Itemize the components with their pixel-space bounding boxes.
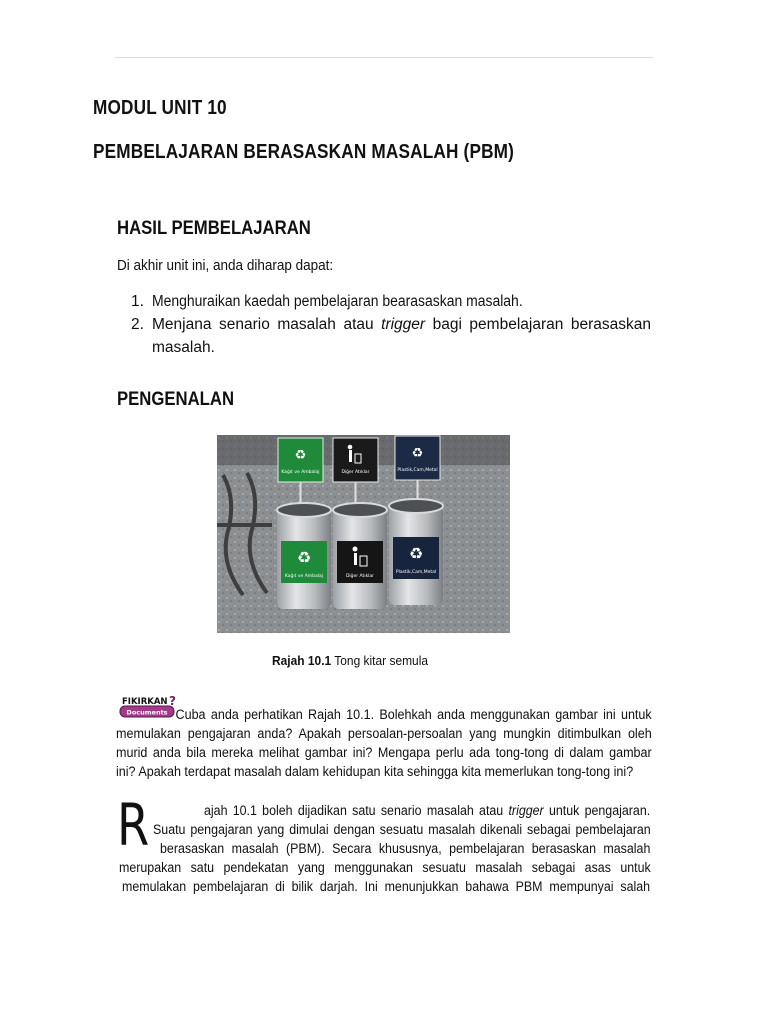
intro-line: Di akhir unit ini, anda diharap dapat: bbox=[117, 257, 334, 274]
svg-text:Kağıt ve Ambalaj: Kağıt ve Ambalaj bbox=[284, 574, 324, 579]
svg-text:Plastik,Cam,Metal: Plastik,Cam,Metal bbox=[395, 570, 437, 575]
drop-cap: R bbox=[117, 791, 150, 859]
svg-text:Diğer Atıklar: Diğer Atıklar bbox=[341, 470, 370, 475]
section-heading-outcomes: HASIL PEMBELAJARAN bbox=[117, 218, 311, 239]
section-heading-intro: PENGENALAN bbox=[117, 389, 235, 410]
bin-navy bbox=[389, 499, 443, 605]
top-rule bbox=[115, 57, 653, 58]
svg-text:♻: ♻ bbox=[294, 448, 307, 463]
module-title: MODUL UNIT 10 bbox=[93, 97, 227, 119]
svg-text:Documents: Documents bbox=[126, 708, 168, 717]
svg-text:♻: ♻ bbox=[296, 548, 312, 567]
bin-black bbox=[333, 503, 387, 609]
list-item: 2. Menjana senario masalah atau trigger bagi pembelajaran berasaskan masalah. bbox=[131, 316, 652, 356]
svg-text:♻: ♻ bbox=[408, 544, 424, 563]
svg-text:?: ? bbox=[169, 694, 176, 708]
figure-caption: Rajah 10.1 Tong kitar semula bbox=[272, 653, 429, 668]
svg-text:Plastik,Cam,Metal: Plastik,Cam,Metal bbox=[397, 468, 438, 473]
list-item: 1. Menghuraikan kaedah pembelajaran bearasaskan masalah. bbox=[131, 293, 523, 310]
svg-text:♻: ♻ bbox=[411, 446, 424, 461]
svg-text:Kağıt ve Ambalaj: Kağıt ve Ambalaj bbox=[281, 470, 320, 475]
recycling-bins-photo bbox=[217, 435, 510, 633]
svg-text:Diğer Atıklar: Diğer Atıklar bbox=[345, 574, 375, 579]
svg-text:FIKIRKAN: FIKIRKAN bbox=[122, 697, 168, 707]
bin-green bbox=[277, 503, 331, 609]
module-subtitle: PEMBELAJARAN BERASASKAN MASALAH (PBM) bbox=[93, 141, 515, 163]
think-paragraph: Cuba anda perhatikan Rajah 10.1. Bolehkah anda menggunakan gambar ini untuk memulakan pengajaran anda? Apakah persoalan-persoalan yang mungkin ditimbulkan oleh murid anda bila mereka melihat gambar ini? Mengapa perlu ada tong-tong di dalam gambar ini? Apakah terdapat masalah dalam kehidupan kita sehingga kita memerlukan tong-tong ini? bbox=[116, 707, 652, 779]
outcomes-list bbox=[131, 290, 651, 359]
